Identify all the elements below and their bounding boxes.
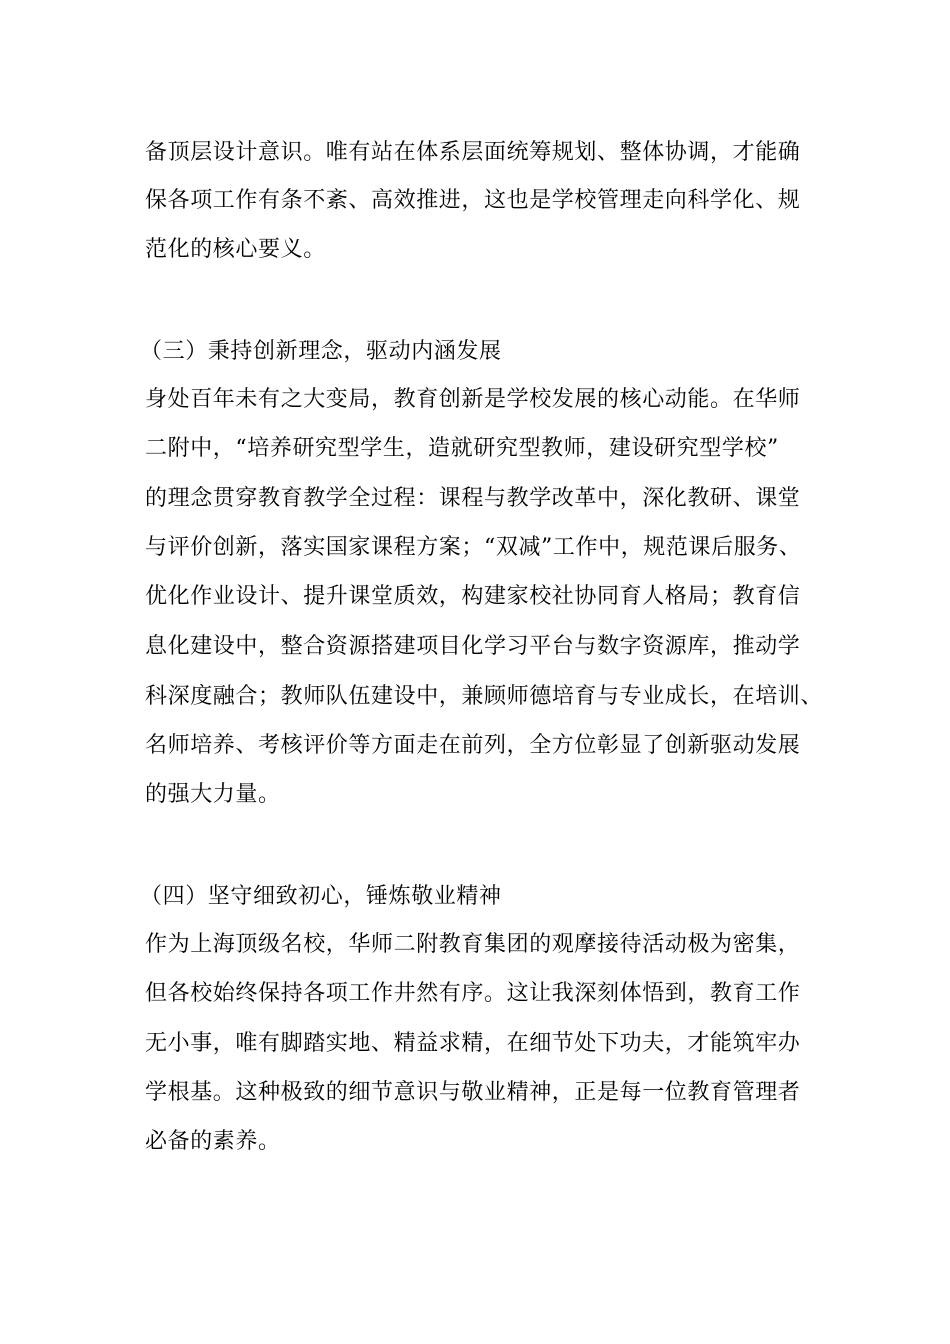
paragraph-3-line-3: 的理念贯穿教育教学全过程：课程与教学改革中，深化教研、课堂 [145,486,801,511]
paragraph-3-line-5: 优化作业设计、提升课堂质效，构建家校社协同育人格局；教育信 [145,584,801,609]
paragraph-3-line-8: 名师培养、考核评价等方面走在前列，全方位彰显了创新驱动发展 [145,733,801,758]
paragraph-3-line-1: 身处百年未有之大变局，教育创新是学校发展的核心动能。在华师 [145,387,801,412]
paragraph-3-line-6: 息化建设中，整合资源搭建项目化学习平台与数字资源库，推动学 [145,634,801,659]
paragraph-3-line-7: 科深度融合；教师队伍建设中，兼顾师德培育与专业成长，在培训、 [145,684,824,709]
paragraph-3-line-9: 的强大力量。 [145,782,281,807]
paragraph-4-line-2: 但各校始终保持各项工作井然有序。这让我深刻体悟到，教育工作 [145,981,801,1006]
paragraph-4-line-4: 学根基。这种极致的细节意识与敬业精神，正是每一位教育管理者 [145,1080,801,1105]
paragraph-4-line-3: 无小事，唯有脚踏实地、精益求精，在细节处下功夫，才能筑牢办 [145,1031,801,1056]
section-heading-4: （四）坚守细致初心，锤炼敬业精神 [140,884,502,909]
paragraph-1-line-3: 范化的核心要义。 [145,237,326,262]
paragraph-4-line-1: 作为上海顶级名校，华师二附教育集团的观摩接待活动极为密集， [145,932,801,957]
paragraph-4-line-5: 必备的素养。 [145,1129,281,1154]
paragraph-3-line-4: 与评价创新，落实国家课程方案；“双减”工作中，规范课后服务、 [145,535,802,560]
section-heading-3: （三）秉持创新理念，驱动内涵发展 [140,339,502,364]
paragraph-3-line-2: 二附中，“培养研究型学生，造就研究型教师，建设研究型学校” [145,436,779,461]
paragraph-1-line-2: 保各项工作有条不紊、高效推进，这也是学校管理走向科学化、规 [145,188,801,213]
paragraph-1-line-1: 备顶层设计意识。唯有站在体系层面统筹规划、整体协调，才能确 [145,140,801,165]
